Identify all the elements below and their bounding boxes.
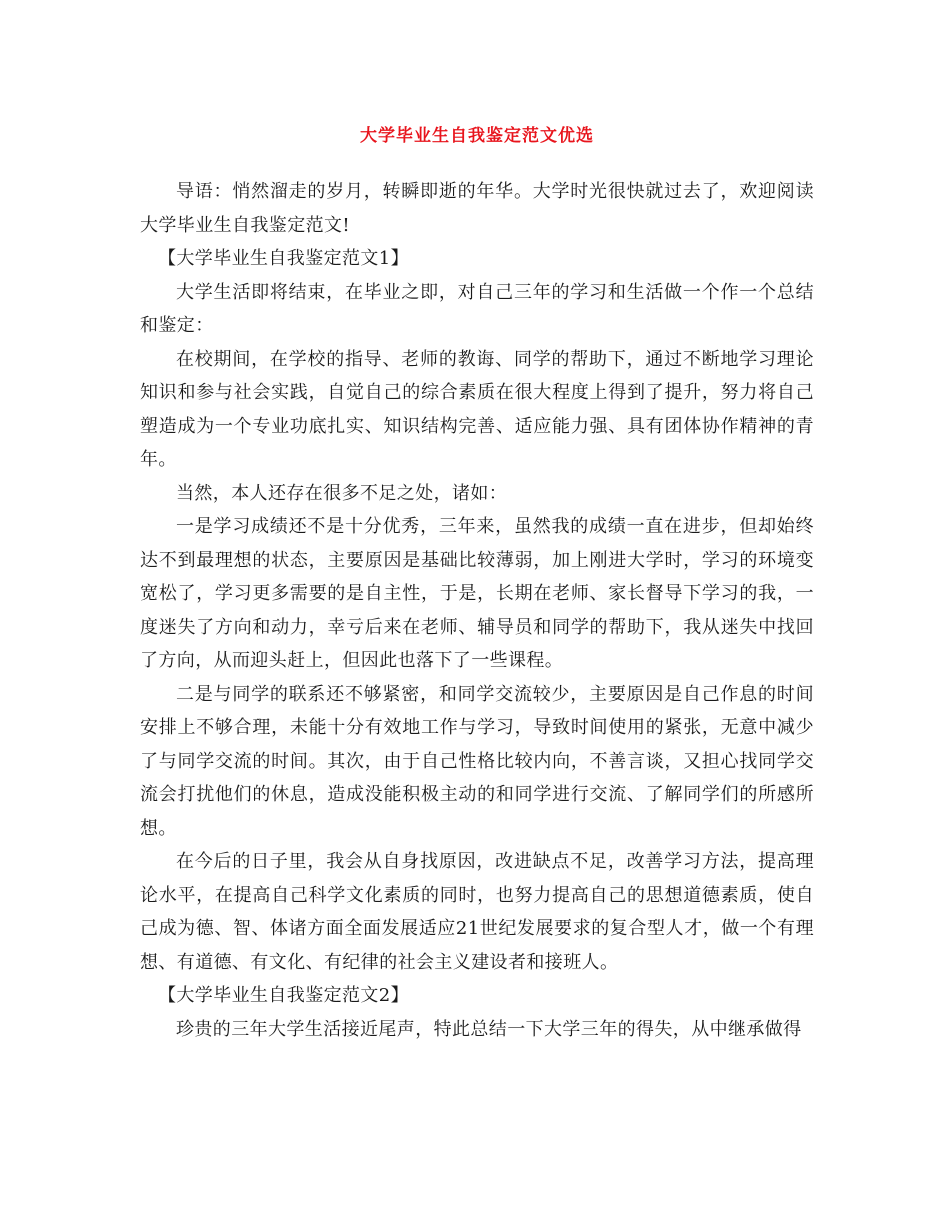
- body-paragraph: 当然，本人还存在很多不足之处，诸如：: [176, 482, 508, 504]
- section-heading-1: 【大学毕业生自我鉴定范文1】: [158, 248, 410, 269]
- intro-paragraph: 导语：悄然溜走的岁月，转瞬即逝的年华。大学时光很快就过去了，欢迎阅读大学毕业生自我鉴定范文!: [140, 181, 814, 236]
- document-page: [140, 118, 814, 1046]
- document-body: [140, 175, 814, 1046]
- document-title: 大学毕业生自我鉴定范文优选: [360, 126, 594, 146]
- body-paragraph: 在今后的日子里，我会从自身找原因，改进缺点不足，改善学习方法，提高理论水平，在提高自己科学文化素质的同时，也努力提高自己的思想道德素质，使自己成为德、智、体诸方面全面发展适应21世纪发展要求的复合型人才，做一个有理想、有道德、有文化、有纪律的社会主义建设者和接班人。: [140, 851, 814, 973]
- body-paragraph: 珍贵的三年大学生活接近尾声，特此总结一下大学三年的得失，从中继承做得: [176, 1018, 802, 1040]
- body-paragraph: 在校期间，在学校的指导、老师的教诲、同学的帮助下，通过不断地学习理论知识和参与社会实践，自觉自己的综合素质在很大程度上得到了提升，努力将自己塑造成为一个专业功底扎实、知识结构完善、适应能力强、具有团体协作精神的青年。: [140, 348, 814, 470]
- body-paragraph: 大学生活即将结束，在毕业之即，对自己三年的学习和生活做一个作一个总结和鉴定：: [140, 281, 814, 336]
- body-paragraph: 一是学习成绩还不是十分优秀，三年来，虽然我的成绩一直在进步，但却始终达不到最理想的状态，主要原因是基础比较薄弱，加上刚进大学时，学习的环境变宽松了，学习更多需要的是自主性，于是，长期在老师、家长督导下学习的我，一度迷失了方向和动力，幸亏后来在老师、辅导员和同学的帮助下，我从迷失中找回了方向，从而迎头赶上，但因此也落下了一些课程。: [140, 516, 814, 671]
- body-paragraph: 二是与同学的联系还不够紧密，和同学交流较少，主要原因是自己作息的时间安排上不够合理，未能十分有效地工作与学习，导致时间使用的紧张，无意中减少了与同学交流的时间。其次，由于自己性格比较内向，不善言谈，又担心找同学交流会打扰他们的休息，造成没能积极主动的和同学进行交流、了解同学们的所感所想。: [140, 683, 814, 839]
- section-heading-2: 【大学毕业生自我鉴定范文2】: [158, 985, 410, 1006]
